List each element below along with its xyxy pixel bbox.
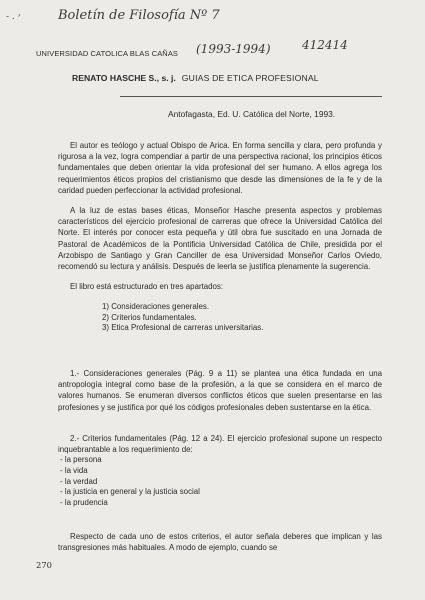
paragraph-author-intro: El autor es teólogo y actual Obispo de Arica. En forma sencilla y clara, pero profunda y rigurosa a la vez, logra compendiar a partir de una perspectiva racional, los principios éticos fundamentales que deben orientar la vida profesional del ser humano. A ellos agrega los requerimientos éticos propios del cristianismo que desde las dimensiones de la fe y de la caridad pueden perfeccionar la actividad profesional. bbox=[58, 141, 382, 195]
list-item: - la vida bbox=[60, 465, 88, 475]
paragraph-structure-intro: El libro está estructurado en tres apartados: bbox=[70, 282, 224, 291]
section-list bbox=[102, 302, 263, 334]
paragraph-fundamental-criteria: 2.- Criterios fundamentales (Pág. 12 a 24). El ejercicio profesional supone un respecto inquebrantable a los requerimiento de: bbox=[58, 434, 382, 455]
list-item: - la justicia en general y la justicia social bbox=[60, 487, 200, 497]
page-number: 270 bbox=[36, 560, 52, 570]
paragraph-context: A la luz de estas bases éticas, Monseñor Hasche presenta aspectos y problemas característicos del ejercicio profesional de carreras que ofrece la Universidad Católica del Norte. El interés por conocer esta pequeña y útil obra fue suscitado en una Jornada de Pastoral de Académicos de la Pontificia Universidad Católica de Chile, presidida por el Arzobispo de Santiago y Gran Canciller de esa Universidad Monseñor Carlos Oviedo, recomendó su lectura y análisis. Después de leerla se justifica plenamente la sugerencia. bbox=[58, 206, 382, 272]
list-item: - la persona bbox=[60, 455, 102, 464]
handwritten-years: (1993-1994) bbox=[196, 42, 271, 56]
list-item: - la prudencia bbox=[60, 498, 108, 508]
criteria-list bbox=[60, 455, 200, 509]
review-header bbox=[72, 73, 319, 83]
university-name: UNIVERSIDAD CATOLICA BLAS CAÑAS bbox=[36, 49, 179, 58]
handwritten-number: 412414 bbox=[302, 38, 348, 52]
handwritten-marks: - . ˒ bbox=[6, 12, 21, 22]
list-item: 3) Etica Profesional de carreras universitarias. bbox=[102, 323, 264, 333]
handwritten-bulletin-title: Boletín de Filosofía Nº 7 bbox=[58, 8, 220, 23]
paragraph-duties: Respecto de cada uno de estos criterios, el autor señala deberes que implican y las transgresiones más habituales. A modo de ejemplo, cuando se bbox=[58, 532, 382, 553]
list-item: 1) Consideraciones generales. bbox=[102, 302, 210, 311]
paragraph-general-considerations: 1.- Consideraciones generales (Pág. 9 a 11) se plantea una ética fundada en una antropología integral como base de la profesión, a la que se considera en el marco de valores humanos. Se enumeran diversos conflictos éticos que suelen presentarse en las profesiones y se justifica por qué los códigos profesionales deben sustentarse en la ética. bbox=[58, 369, 382, 412]
list-item: 2) Criterios fundamentales. bbox=[102, 312, 197, 322]
book-title: GUIAS DE ETICA PROFESIONAL bbox=[181, 73, 319, 83]
publication-info: Antofagasta, Ed. U. Católica del Norte, 1993. bbox=[168, 109, 336, 119]
list-item: - la verdad bbox=[60, 476, 98, 486]
header-divider bbox=[120, 96, 382, 97]
author-name: RENATO HASCHE S., s. j. bbox=[72, 73, 176, 83]
